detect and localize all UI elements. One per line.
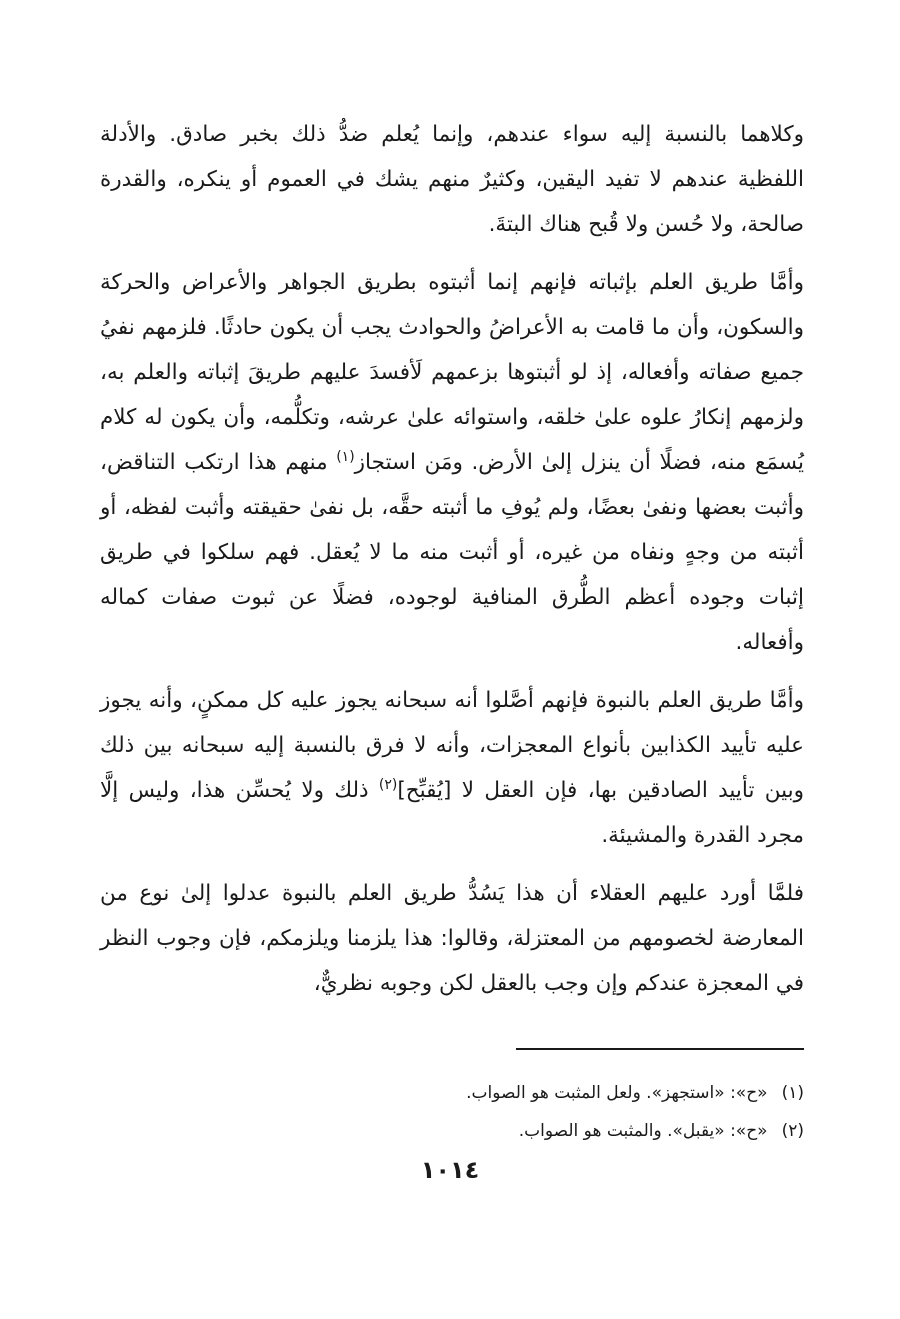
paragraph-3-text-after: ذلك ولا يُحسِّن هذا، وليس إلَّا مجرد القدرة والمشيئة. (100, 778, 804, 848)
footnote-2 (104, 1112, 804, 1150)
footnotes (104, 1074, 804, 1150)
paragraph-2-text-before: وأمَّا طريق العلم بإثباته فإنهم إنما أثبتوه بطريق الجواهر والأعراض والحركة والسكون، وأن ما قامت به الأعراضُ والحوادث يجب أن يكون حادثًا. فلزمهم نفيُ جميع صفاته وأفعاله، إذ لو أثبتوها بزعمهم لَأفسدَ عليهم طريقَ إثباته والعلم به، ولزمهم إنكارُ علوه علىٰ خلقه، واستوائه علىٰ عرشه، وتكلُّمه، وأن يكون له كلام يُسمَع منه، فضلًا أن ينزل إلىٰ الأرض. ومَن استجاز (100, 270, 804, 475)
paragraph-1 (100, 112, 804, 247)
footnote-1-number: (١) (781, 1083, 804, 1103)
footnote-1 (104, 1074, 804, 1112)
paragraph-3-text-before: وأمَّا طريق العلم بالنبوة فإنهم أصَّلوا أنه سبحانه يجوز عليه كل ممكنٍ، وأنه يجوز عليه تأييد الكذابين بأنواع المعجزات، وأنه لا فرق بالنسبة إليه سبحانه بين ذلك وبين تأييد الصادقين بها، فإن العقل لا [يُقبِّح] (100, 688, 804, 803)
footnote-ref-2[interactable]: (٢) (378, 776, 398, 793)
footnote-ref-1[interactable]: (١) (336, 448, 355, 465)
paragraph-4-text: فلمَّا أورد عليهم العقلاء أن هذا يَسُدُّ طريق العلم بالنبوة عدلوا إلىٰ نوع من المعارضة لخصومهم من المعتزلة، وقالوا: هذا يلزمنا ويلزمكم، فإن وجوب النظر في المعجزة عندكم وإن وجب بالعقل لكن وجوبه نظريٌّ، (100, 881, 804, 996)
main-text (100, 112, 804, 1006)
paragraph-2 (100, 260, 804, 665)
footnote-2-number: (٢) (781, 1121, 804, 1141)
paragraph-3 (100, 678, 804, 858)
footnote-1-text: «ح»: «استجهز». ولعل المثبت هو الصواب. (466, 1083, 768, 1103)
paragraph-4 (100, 871, 804, 1006)
paragraph-2-text-after: منهم هذا ارتكب التناقض، وأثبت بعضها ونفىٰ بعضًا، ولم يُوفِ ما أثبته حقَّه، بل نفىٰ حقيقته وأثبت لفظه، أو أثبته من وجهٍ ونفاه من غيره، أو أثبت منه ما لا يُعقل. فهم سلكوا في طريق إثبات وجوده أعظم الطُّرق المنافية لوجوده، فضلًا عن ثبوت صفات كماله وأفعاله. (100, 450, 804, 655)
footnote-2-text: «ح»: «يقبل». والمثبت هو الصواب. (518, 1121, 768, 1141)
footnote-separator (516, 1048, 804, 1050)
paragraph-1-text: وكلاهما بالنسبة إليه سواء عندهم، وإنما يُعلم ضدُّ ذلك بخبر صادق. والأدلة اللفظية عندهم لا تفيد اليقين، وكثيرٌ منهم يشك في العموم أو ينكره، والقدرة صالحة، ولا حُسن ولا قُبح هناك البتةَ. (100, 122, 804, 237)
page-number: ١٠١٤ (420, 1156, 480, 1184)
